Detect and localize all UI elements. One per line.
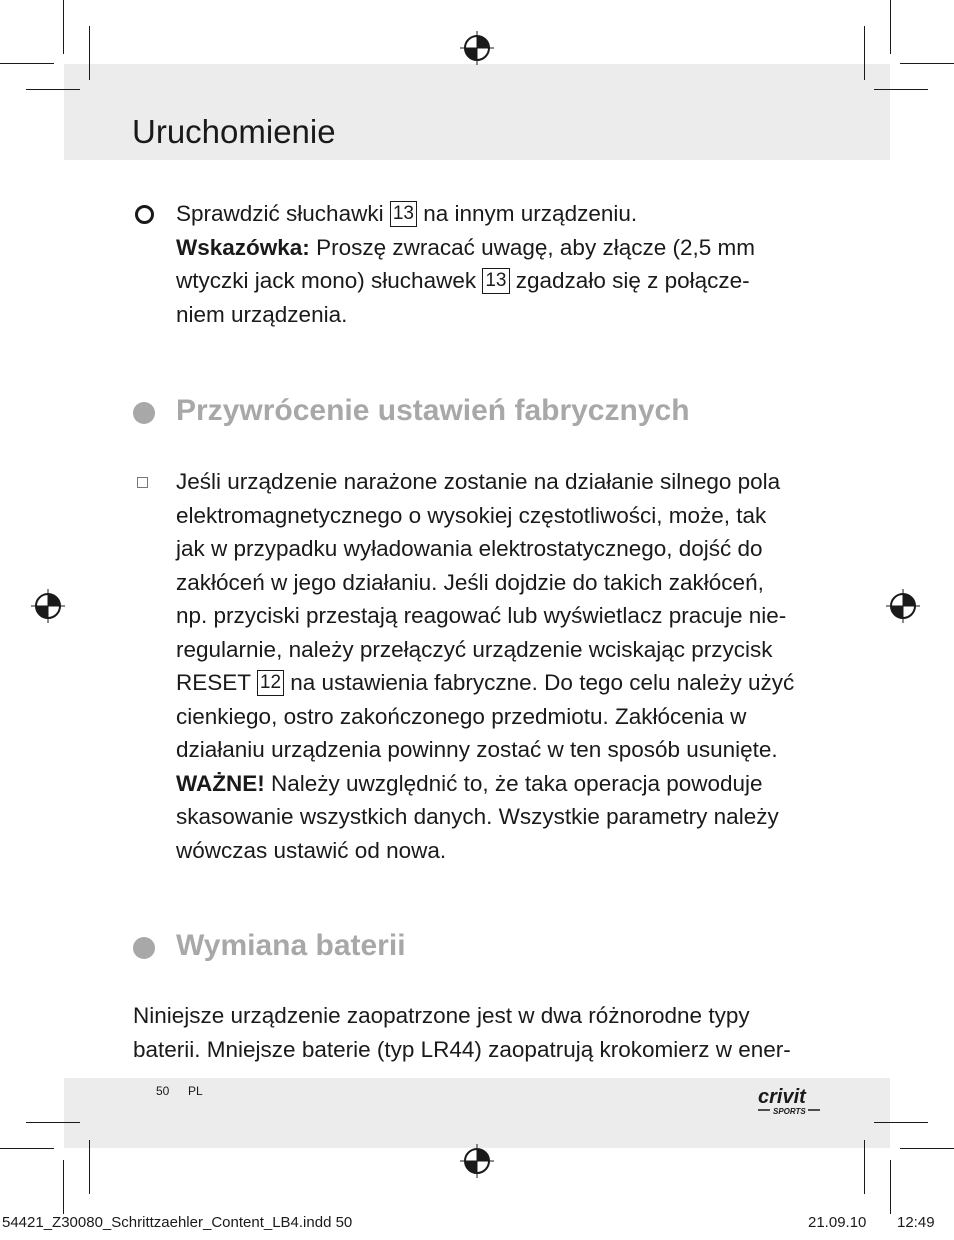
print-slug-time: 12:49 bbox=[897, 1214, 935, 1231]
page-title: Uruchomienie bbox=[132, 113, 336, 150]
crop-mark bbox=[864, 26, 865, 80]
section-bullet-icon bbox=[133, 402, 155, 424]
reset-line: zakłóceń w jego działaniu. Jeśli dojdzie do takich zakłóceń, bbox=[176, 569, 764, 595]
crop-mark bbox=[864, 1140, 865, 1194]
crop-mark bbox=[89, 1140, 90, 1194]
crop-mark bbox=[900, 63, 954, 64]
part-reference: 13 bbox=[390, 201, 417, 227]
crop-mark bbox=[63, 0, 64, 54]
important-label: WAŻNE! bbox=[176, 770, 265, 796]
check-item-line bbox=[176, 197, 836, 231]
crop-mark bbox=[26, 89, 80, 90]
note-text: zgadzało się z połącze- bbox=[515, 268, 750, 293]
logo-sub-text: SPORTS bbox=[773, 1107, 806, 1116]
crop-mark bbox=[63, 1160, 64, 1214]
language-code: PL bbox=[188, 1084, 203, 1098]
part-reference: 13 bbox=[482, 268, 509, 294]
note-text: Proszę zwracać uwagę, aby złącze (2,5 mm bbox=[316, 234, 755, 260]
note-text: wtyczki jack mono) słuchawek bbox=[176, 268, 477, 293]
crop-mark bbox=[874, 89, 928, 90]
reset-paragraph bbox=[176, 465, 836, 867]
note-label: Wskazówka: bbox=[176, 234, 310, 260]
reset-line: działaniu urządzenia powinny zostać w ten sposób usunięte. bbox=[176, 737, 778, 762]
circle-bullet-icon bbox=[135, 205, 154, 224]
print-slug-date: 21.09.10 bbox=[808, 1214, 867, 1231]
reset-line: elektromagnetycznego o wysokiej częstotliwości, może, tak bbox=[176, 502, 767, 528]
crop-mark bbox=[900, 1148, 954, 1149]
section-heading-reset: Przywrócenie ustawień fabrycznych bbox=[176, 394, 690, 427]
reset-line: np. przyciski przestają reagować lub wyświetlacz pracuje nie- bbox=[176, 603, 787, 628]
battery-paragraph bbox=[133, 999, 853, 1066]
reset-line: Jeśli urządzenie narażone zostanie na działanie silnego pola bbox=[176, 469, 781, 494]
registration-mark-icon bbox=[460, 31, 494, 65]
registration-mark-icon bbox=[31, 589, 65, 623]
reset-line: skasowanie wszystkich danych. Wszystkie parametry należy bbox=[176, 804, 779, 829]
crop-mark bbox=[89, 26, 90, 80]
check-item-text: Sprawdzić słuchawki bbox=[176, 201, 384, 226]
logo-main-text: crivit bbox=[758, 1086, 806, 1108]
print-slug-file: 54421_Z30080_Schrittzaehler_Content_LB4.indd 50 bbox=[2, 1214, 353, 1231]
reset-line: cienkiego, ostro zakończonego przedmiotu. Zakłócenia w bbox=[176, 703, 747, 729]
reset-line: wówczas ustawić od nowa. bbox=[176, 837, 447, 863]
crop-mark bbox=[874, 1122, 928, 1123]
battery-line: baterii. Mniejsze baterie (typ LR44) zaopatrują krokomierz w ener- bbox=[133, 1036, 791, 1062]
reset-line: regularnie, należy przełączyć urządzenie wciskając przycisk bbox=[176, 636, 773, 662]
part-reference: 12 bbox=[257, 670, 284, 696]
page-number: 50 bbox=[156, 1084, 170, 1098]
section-heading-battery: Wymiana baterii bbox=[176, 929, 406, 962]
reset-line bbox=[176, 666, 836, 700]
reset-line bbox=[176, 767, 836, 801]
check-item-line bbox=[176, 264, 836, 298]
crop-mark bbox=[890, 0, 891, 54]
crop-mark bbox=[0, 63, 54, 64]
check-item-text: na innym urządzeniu. bbox=[423, 201, 638, 226]
registration-mark-icon bbox=[886, 589, 920, 623]
square-bullet-icon bbox=[137, 477, 148, 488]
check-item-line bbox=[176, 231, 836, 265]
check-item-line: niem urządzenia. bbox=[176, 301, 348, 327]
reset-line: jak w przypadku wyładowania elektrostatycznego, dojść do bbox=[176, 536, 763, 561]
registration-mark-icon bbox=[460, 1144, 494, 1178]
reset-text: Należy uwzględnić to, że taka operacja powoduje bbox=[271, 770, 763, 796]
crop-mark bbox=[0, 1148, 54, 1149]
section-bullet-icon bbox=[133, 937, 155, 959]
crop-mark bbox=[890, 1160, 891, 1214]
check-item-paragraph bbox=[176, 197, 836, 331]
reset-text: na ustawienia fabryczne. Do tego celu należy użyć bbox=[290, 670, 795, 695]
reset-text: RESET bbox=[176, 670, 251, 695]
battery-line: Niniejsze urządzenie zaopatrzone jest w dwa różnorodne typy bbox=[133, 1003, 750, 1028]
crivit-sports-logo bbox=[756, 1080, 824, 1120]
crop-mark bbox=[26, 1122, 80, 1123]
